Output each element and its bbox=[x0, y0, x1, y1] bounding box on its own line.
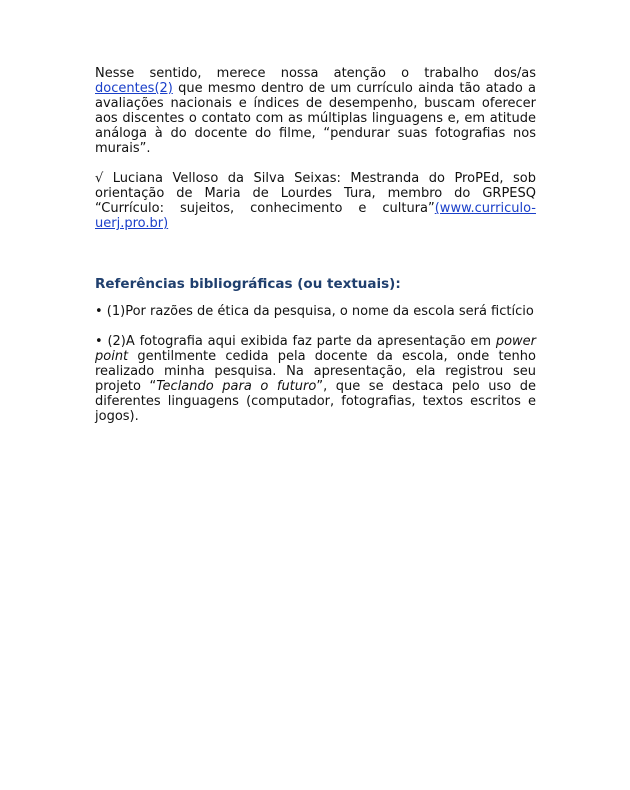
reference-2-italic-project-title: Teclando para o futuro bbox=[156, 379, 317, 394]
paragraph-text-after-link: que mesmo dentro de um currículo ainda tão atado a avaliações nacionais e índices de desempenho, buscam oferecer aos discentes o contato com as múltiplas linguagens e, em atitude análoga à do docente do filme, “pendurar suas fotografias nos murais”. bbox=[95, 81, 536, 156]
document-body bbox=[95, 66, 536, 424]
author-note-text: √ Luciana Velloso da Silva Seixas: Mestranda do ProPEd, sob orientação de Maria de Lourdes Tura, membro do GRPESQ “Currículo: sujeitos, conhecimento e cultura” bbox=[95, 171, 536, 216]
reference-item-2 bbox=[95, 334, 536, 424]
references-heading: Referências bibliográficas (ou textuais): bbox=[95, 276, 401, 292]
paragraph-docentes bbox=[95, 66, 536, 156]
reference-item-1: • (1)Por razões de ética da pesquisa, o nome da escola será fictício bbox=[95, 304, 534, 319]
reference-2-text-part3: ”, que se destaca pelo uso de diferentes linguagens (computador, fotografias, textos escritos e jogos). bbox=[95, 379, 537, 424]
reference-2-text-part2: gentilmente cedida pela docente da escola, onde tenho realizado minha pesquisa. Na apresentação, ela registrou seu projeto “ bbox=[95, 349, 536, 394]
author-note bbox=[95, 171, 536, 231]
curriculo-website-link[interactable]: (www.curriculo-uerj.pro.br) bbox=[95, 201, 536, 231]
reference-2-text-part1: • (2)A fotografia aqui exibida faz parte da apresentação em bbox=[95, 334, 496, 349]
paragraph-text-before-link: Nesse sentido, merece nossa atenção o trabalho dos/as bbox=[95, 66, 536, 81]
docentes-footnote-link[interactable]: docentes(2) bbox=[95, 81, 173, 96]
reference-2-italic-power-point: power point bbox=[95, 334, 536, 364]
